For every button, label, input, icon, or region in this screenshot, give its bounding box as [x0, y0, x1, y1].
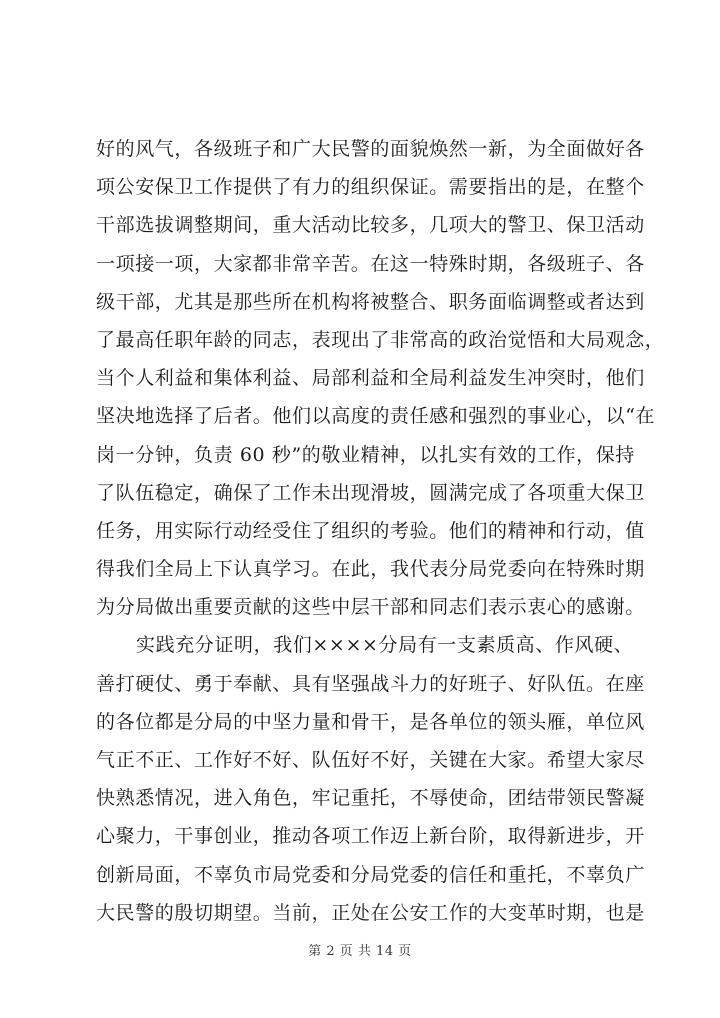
text-line: 创新局面，不辜负市局党委和分局党委的信任和重托，不辜负广	[96, 863, 645, 886]
text-line: 坚决地选择了后者。他们以高度的责任感和强烈的事业心，以“在	[96, 405, 656, 428]
text-line: 的各位都是分局的中坚力量和骨干，是各单位的领头雁，单位风	[96, 710, 645, 733]
text-line: 好的风气，各级班子和广大民警的面貌焕然一新，为全面做好各	[96, 138, 645, 160]
text-line: 心聚力，干事创业，推动各项工作迈上新台阶，取得新进步，开	[96, 825, 645, 848]
text-line: 了队伍稳定，确保了工作未出现滑坡，圆满完成了各项重大保卫	[96, 481, 645, 504]
text-line: 实践充分证明，我们××××分局有一支素质高、作风硬、	[136, 634, 634, 657]
text-line: 当个人利益和集体利益、局部利益和全局利益发生冲突时，他们	[96, 367, 645, 390]
text-line: 干部选拔调整期间，重大活动比较多，几项大的警卫、保卫活动	[96, 214, 645, 237]
text-line: 岗一分钟，负责 60 秒”的敬业精神，以扎实有效的工作，保持	[96, 443, 635, 466]
text-line: 了最高任职年龄的同志，表现出了非常高的政治觉悟和大局观念，	[96, 328, 665, 351]
text-line: 大民警的殷切期望。当前，正处在公安工作的大变革时期，也是	[96, 901, 645, 924]
paragraph-1	[96, 130, 665, 626]
text-line: 一项接一项，大家都非常辛苦。在这一特殊时期，各级班子、各	[96, 252, 645, 275]
text-line: 气正不正、工作好不好、队伍好不好，关键在大家。希望大家尽	[96, 749, 645, 771]
text-line: 项公安保卫工作提供了有力的组织保证。需要指出的是，在整个	[96, 176, 645, 199]
text-line: 快熟悉情况，进入角色，牢记重托，不辱使命，团结带领民警凝	[96, 787, 645, 810]
text-line: 任务，用实际行动经受住了组织的考验。他们的精神和行动，值	[96, 519, 645, 542]
text-line: 级干部，尤其是那些所在机构将被整合、职务面临调整或者达到	[96, 290, 645, 313]
text-line: 善打硬仗、勇于奉献、具有坚强战斗力的好班子、好队伍。在座	[96, 672, 645, 695]
document-body	[96, 130, 665, 932]
paragraph-2	[96, 626, 645, 932]
page-number-footer: 第 2 页 共 14 页	[308, 944, 412, 959]
text-line: 得我们全局上下认真学习。在此，我代表分局党委向在特殊时期	[96, 558, 645, 581]
text-line: 为分局做出重要贡献的这些中层干部和同志们表示衷心的感谢。	[96, 596, 645, 619]
